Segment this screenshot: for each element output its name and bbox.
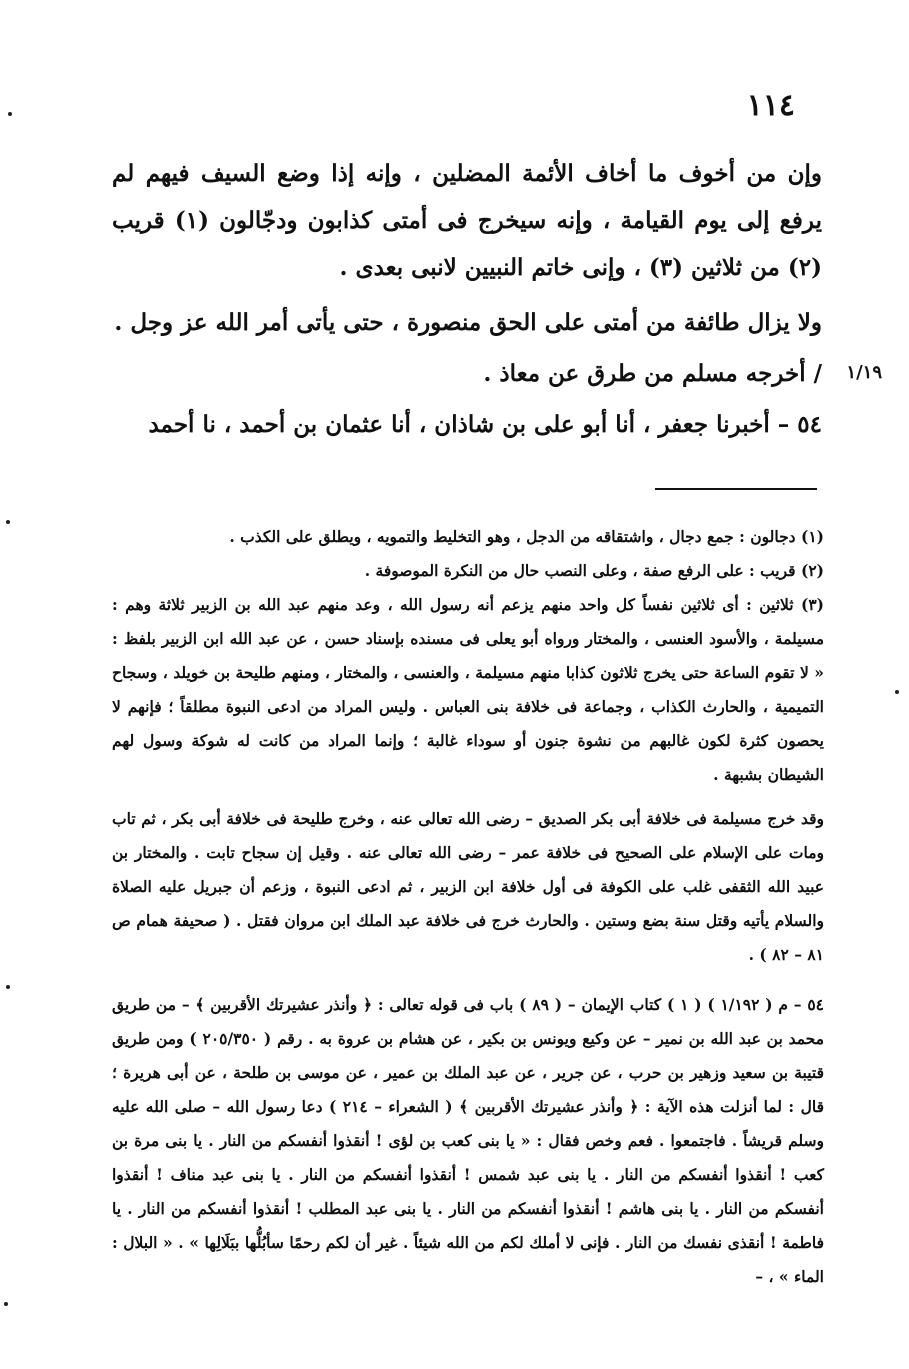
main-text	[112, 150, 822, 448]
footnote-3: (٣) ثلاثين : أى ثلاثين نفساً كل واحد منهم يزعم أنه رسول الله ، وعد منهم عبد الله بن الزبير ثلاثة وهم : مسيلمة ، والأسود العنسى ، والمختار ورواه أبو يعلى فى مسنده بإسناد حسن ، عن عبد الله ابن الزبير بلفظ : « لا تقوم الساعة حتى يخرج ثلاثون كذابا منهم مسيلمة ، والعنسى ، والمختار ، ومنهم طليحة بن خويلد ، وسجاح التميمية ، والحارث الكذاب ، وجماعة فى خلافة بنى العباس . وليس المراد من ادعى النبوة مطلقاً ؛ فإنهم لا يحصون كثرة لكون غالبهم من نشوة جنون أو سوداء غالبة ؛ وإنما المراد من كانت له شوكة وسول لهم الشيطان بشبهة .	[112, 595, 824, 784]
footnote-separator	[655, 488, 817, 490]
footnotes	[112, 520, 824, 1294]
scan-speck	[895, 690, 899, 694]
footnote-1: (١) دجالون : جمع دجال ، واشتقاقه من الدجل ، وهو التخليط والتمويه ، ويطلق على الكذب .	[229, 527, 824, 546]
body-paragraph-4: ٥٤ – أخبرنا جعفر ، أنا أبو على بن شاذان ، أنا عثمان بن أحمد ، نا أحمد	[148, 411, 822, 438]
body-paragraph-1: وإن من أخوف ما أخاف الأئمة المضلين ، وإنه إذا وضع السيف فيهم لم يرفع إلى يوم القيامة ، وإنه سيخرج فى أمتى كذابون ودجّالون (١) قريب (٢) من ثلاثين (٣) ، وإنى خاتم النبيين لانبى بعدى .	[112, 160, 822, 281]
scan-speck	[8, 112, 12, 116]
scan-speck	[6, 985, 10, 989]
footnote-2: (٢) قريب : على الرفع صفة ، وعلى النصب حال من النكرة الموصوفة .	[364, 561, 824, 580]
scan-speck	[4, 1302, 8, 1306]
body-paragraph-3: / أخرجه مسلم من طرق عن معاذ .	[483, 360, 822, 387]
margin-folio-note: ١/١٩	[846, 362, 882, 383]
footnote-3-continuation: وقد خرج مسيلمة فى خلافة أبى بكر الصديق – رضى الله تعالى عنه ، وخرج طليحة فى خلافة أبى بكر ، ثم تاب ومات على الإسلام على الصحيح فى خلافة عمر – رضى الله تعالى عنه . وقيل إن سجاح تابت . والمختار بن عبيد الله الثقفى غلب على الكوفة فى أول خلافة ابن الزبير ، ثم ادعى النبوة ، وزعم أن جبريل عليه الصلاة والسلام يأتيه وقتل سنة بضع وستين . والحارث خرج فى خلافة عبد الملك ابن مروان فقتل . ( صحيفة همام ص ٨١ – ٨٢ ) .	[112, 809, 824, 964]
page-number: ١١٤	[746, 88, 795, 123]
scan-speck	[6, 520, 10, 524]
body-paragraph-2: ولا يزال طائفة من أمتى على الحق منصورة ، حتى يأتى أمر الله عز وجل .	[114, 309, 822, 336]
hadith-54-commentary: ٥٤ – م ( ١/١٩٢ ) ( ١ ) كتاب الإيمان – ( ٨٩ ) باب فى قوله تعالى : ﴿ وأنذر عشيرتك الأقربين ﴾ – من طريق محمد بن عبد الله بن نمير – عن وكيع ويونس بن بكير ، عن هشام بن عروة به . رقم ( ٢٠٥/٣٥٠ ) ومن طريق قتيبة بن سعيد وزهير بن حرب ، عن جرير ، عن عبد الملك بن عمير ، عن موسى بن طلحة ، عن أبى هريرة ؛ قال : لما أنزلت هذه الآية : ﴿ وأنذر عشيرتك الأقربين ﴾ ( الشعراء – ٢١٤ ) دعا رسول الله – صلى الله عليه وسلم قريشاً . فاجتمعوا . فعم وخص فقال : « يا بنى كعب بن لؤى ! أنقذوا أنفسكم من النار . يا بنى مرة بن كعب ! أنقذوا أنفسكم من النار . يا بنى عبد شمس ! أنقذوا أنفسكم من النار . يا بنى عبد مناف ! أنقذوا أنفسكم من النار . يا بنى هاشم ! أنقذوا أنفسكم من النار . يا بنى عبد المطلب ! أنقذوا أنفسكم من النار . يا فاطمة ! أنقذى نفسك من النار . فإنى لا أملك لكم من الله شيئاً . غير أن لكم رحمًا سأبُلُّها ببَلَالِها » . « البلال : الماء » ، –	[112, 995, 824, 1286]
